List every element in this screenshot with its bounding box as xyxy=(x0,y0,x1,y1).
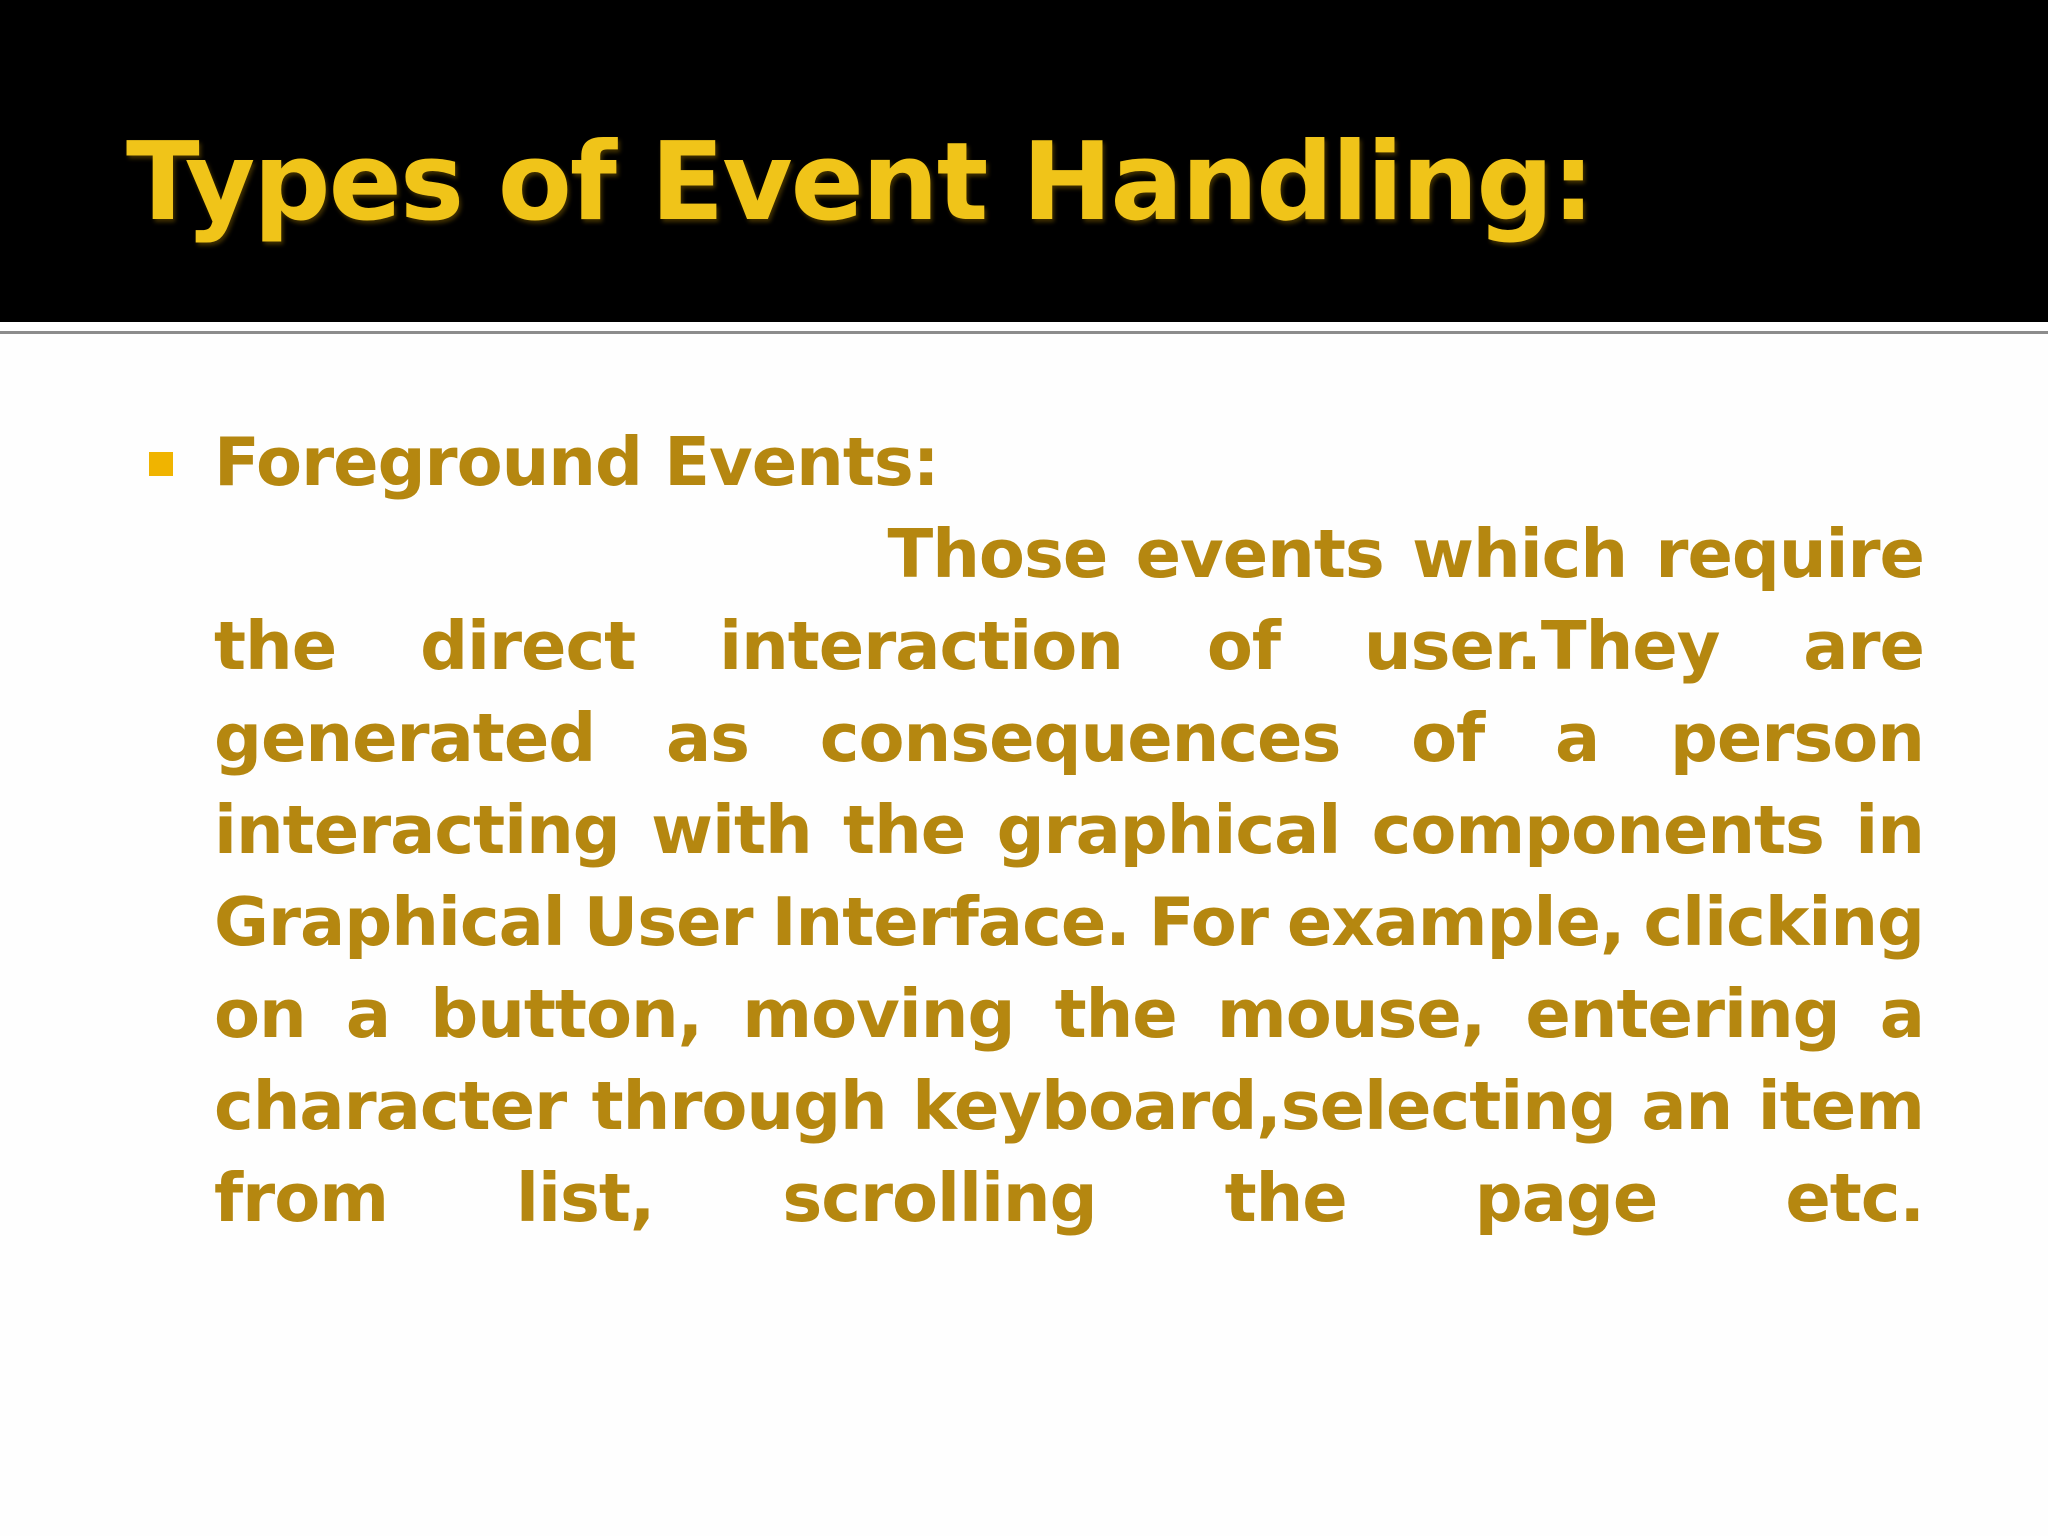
body-line-2 xyxy=(214,692,1924,784)
square-bullet-icon xyxy=(149,452,173,476)
word: direct xyxy=(420,607,636,685)
word: as xyxy=(665,699,750,777)
word: mouse, xyxy=(1216,975,1486,1053)
title-bar xyxy=(0,0,2048,322)
word: from xyxy=(214,1159,389,1237)
slide-title: Types of Event Handling: xyxy=(126,120,1593,245)
body-line-4 xyxy=(214,876,1924,968)
bullet-heading: Foreground Events: xyxy=(214,423,939,501)
body-line-3 xyxy=(214,784,1924,876)
word: For xyxy=(1148,883,1268,961)
word: with xyxy=(651,791,812,869)
body-line-1 xyxy=(214,600,1924,692)
bullet-content xyxy=(214,416,1924,1244)
word: keyboard,selecting xyxy=(912,1067,1616,1145)
word: in xyxy=(1855,791,1924,869)
word: components xyxy=(1371,791,1824,869)
word: through xyxy=(591,1067,887,1145)
word: moving xyxy=(742,975,1015,1053)
word: example, xyxy=(1286,883,1625,961)
word: a xyxy=(1879,975,1924,1053)
word: a xyxy=(1555,699,1600,777)
word: consequences xyxy=(819,699,1341,777)
word: the xyxy=(1224,1159,1347,1237)
body-line-7 xyxy=(214,1152,1924,1244)
word: page xyxy=(1474,1159,1658,1237)
word: an xyxy=(1641,1067,1733,1145)
word: list, xyxy=(516,1159,655,1237)
word: item xyxy=(1757,1067,1924,1145)
word: graphical xyxy=(996,791,1341,869)
word: of xyxy=(1206,607,1281,685)
word: button, xyxy=(430,975,703,1053)
word: Graphical xyxy=(214,883,565,961)
word: are xyxy=(1803,607,1924,685)
word: person xyxy=(1669,699,1924,777)
word: user.They xyxy=(1363,607,1720,685)
word: interaction xyxy=(719,607,1123,685)
word: generated xyxy=(214,699,596,777)
bullet-lead-line: Those events which require xyxy=(887,515,1924,593)
word: of xyxy=(1411,699,1485,777)
word: scrolling xyxy=(782,1159,1097,1237)
word: the xyxy=(214,607,337,685)
word: on xyxy=(214,975,306,1053)
word: the xyxy=(1054,975,1177,1053)
body-line-6 xyxy=(214,1060,1924,1152)
word: User xyxy=(583,883,753,961)
title-divider-white xyxy=(0,322,2048,327)
word: entering xyxy=(1525,975,1840,1053)
word: the xyxy=(843,791,966,869)
word: clicking xyxy=(1643,883,1924,961)
word: Interface. xyxy=(771,883,1130,961)
body-line-5 xyxy=(214,968,1924,1060)
word: interacting xyxy=(214,791,620,869)
word: a xyxy=(345,975,391,1053)
title-divider-gray xyxy=(0,331,2048,334)
word: etc. xyxy=(1785,1159,1924,1237)
word: character xyxy=(214,1067,567,1145)
